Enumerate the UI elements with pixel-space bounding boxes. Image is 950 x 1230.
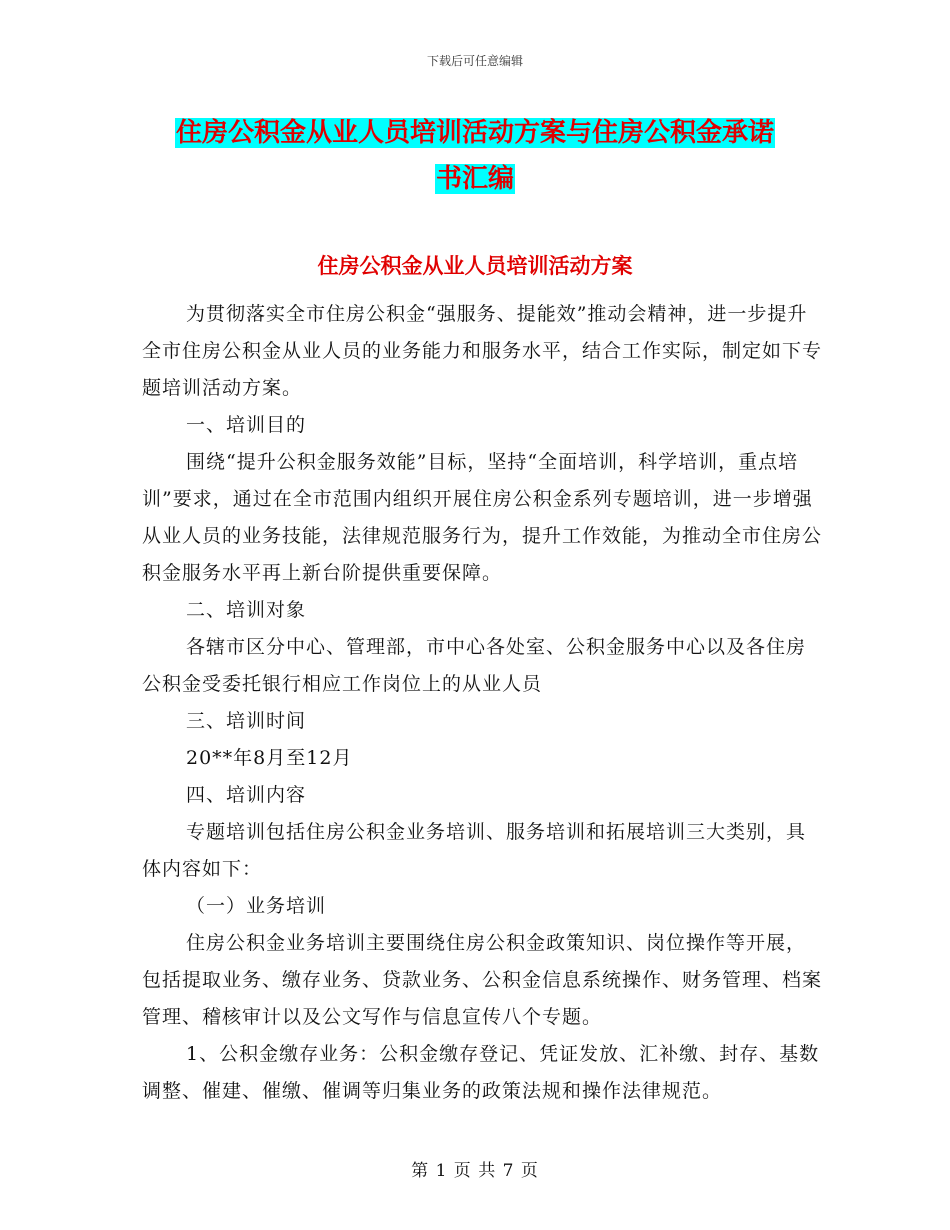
document-body: [142, 296, 822, 1110]
paragraph-intro: 为贯彻落实全市住房公积金“强服务、提能效”推动会精神，进一步提升全市住房公积金从业人员的业务能力和服务水平，结合工作实际，制定如下专题培训活动方案。: [142, 303, 823, 399]
paragraph-time: 20**年8月至12月: [186, 747, 353, 769]
document-title-line-2: [0, 158, 950, 195]
header-note: 下载后可任意编辑: [426, 54, 523, 68]
section-title: 住房公积金从业人员培训活动方案: [317, 254, 633, 278]
heading-content: 四、培训内容: [186, 784, 307, 806]
document-title-line-1: [0, 112, 950, 149]
paragraph-purpose: 围绕“提升公积金服务效能”目标，坚持“全面培训，科学培训，重点培训”要求，通过在全市范围内组织开展住房公积金系列专题培训，进一步增强从业人员的业务技能，法律规范服务行为，提升工作效能，为推动全市住房公积金服务水平再上新台阶提供重要保障。: [142, 451, 823, 584]
heading-business-training: （一）业务培训: [186, 895, 327, 917]
paragraph-content: 专题培训包括住房公积金业务培训、服务培训和拓展培训三大类别，具体内容如下：: [142, 821, 807, 880]
paragraph-audience: 各辖市区分中心、管理部，市中心各处室、公积金服务中心以及各住房公积金受委托银行相应工作岗位上的从业人员: [142, 636, 807, 695]
title-highlight: 书汇编: [435, 164, 514, 194]
page-footer: 第 1 页 共 7 页: [411, 1161, 539, 1181]
paragraph-business-training: 住房公积金业务培训主要围绕住房公积金政策知识、岗位操作等开展，包括提取业务、缴存业务、贷款业务、公积金信息系统操作、财务管理、档案管理、稽核审计以及公文写作与信息宣传八个专题。: [142, 932, 823, 1028]
title-highlight: 住房公积金从业人员培训活动方案与住房公积金承诺: [175, 118, 774, 148]
heading-purpose: 一、培训目的: [186, 414, 307, 436]
paragraph-deposit-business: 1、公积金缴存业务：公积金缴存登记、凭证发放、汇补缴、封存、基数调整、催建、催缴、催调等归集业务的政策法规和操作法律规范。: [142, 1043, 820, 1102]
heading-audience: 二、培训对象: [186, 599, 307, 621]
heading-time: 三、培训时间: [186, 710, 307, 732]
